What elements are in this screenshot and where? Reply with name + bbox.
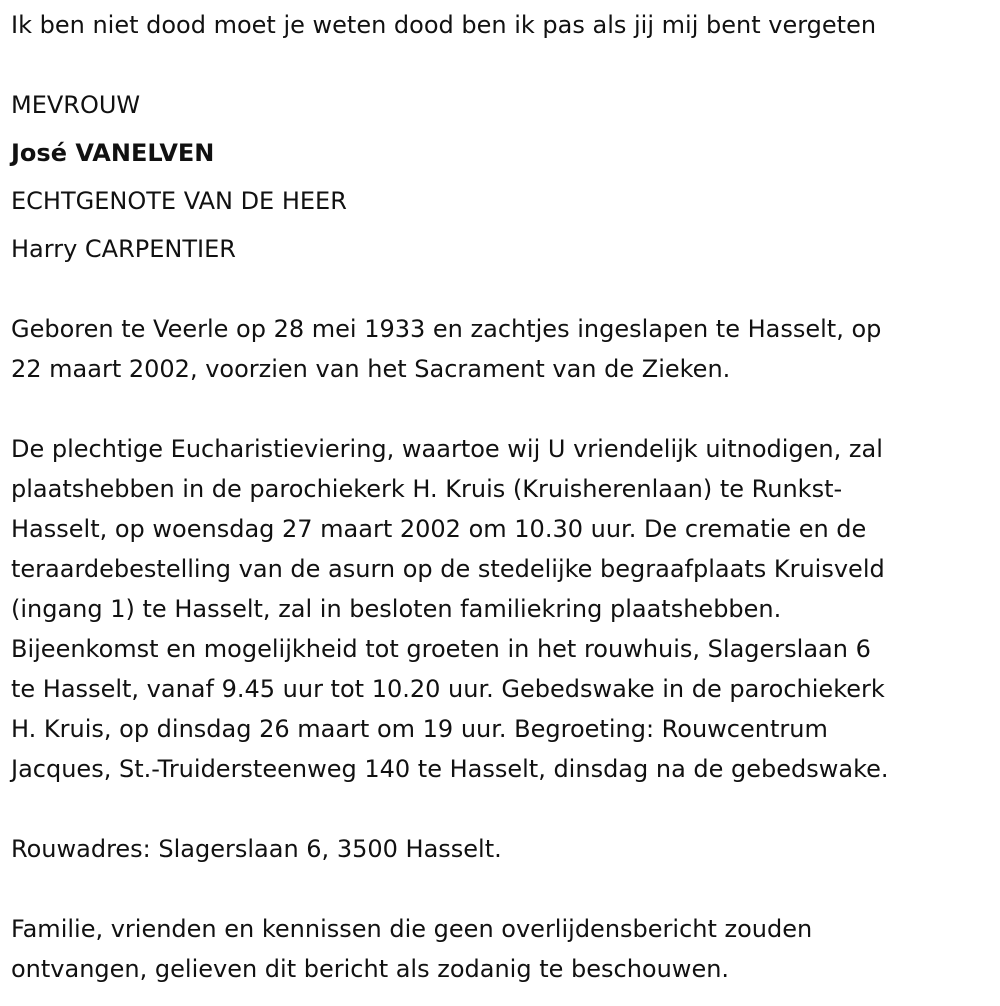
ceremony-paragraph	[11, 429, 889, 789]
ceremony-line: (ingang 1) te Hasselt, zal in besloten familiekring plaatshebben.	[11, 595, 782, 623]
motto: Ik ben niet dood moet je weten dood ben ik pas als jij mij bent vergeten	[11, 11, 877, 39]
ceremony-line: teraardebestelling van de asurn op de stedelijke begraafplaats Kruisveld	[11, 555, 885, 583]
deceased-title: MEVROUW	[11, 91, 141, 119]
birth-death-line: 22 maart 2002, voorzien van het Sacrament van de Zieken.	[11, 355, 731, 383]
deceased-relation: ECHTGENOTE VAN DE HEER	[11, 187, 347, 215]
ceremony-line: De plechtige Eucharistieviering, waartoe wij U vriendelijk uitnodigen, zal	[11, 435, 883, 463]
ceremony-line: Jacques, St.-Truidersteenweg 140 te Hasselt, dinsdag na de gebedswake.	[11, 755, 889, 783]
spouse-name: Harry CARPENTIER	[11, 235, 236, 263]
ceremony-line: plaatshebben in de parochiekerk H. Kruis (Kruisherenlaan) te Runkst-	[11, 475, 843, 503]
deceased-name: José VANELVEN	[11, 139, 215, 167]
birth-death-paragraph	[11, 309, 881, 389]
ceremony-line: Bijeenkomst en mogelijkheid tot groeten in het rouwhuis, Slagerslaan 6	[11, 635, 871, 663]
ceremony-line: Hasselt, op woensdag 27 maart 2002 om 10.30 uur. De crematie en de	[11, 515, 867, 543]
notice-line: ontvangen, gelieven dit bericht als zodanig te beschouwen.	[11, 955, 730, 983]
ceremony-line: te Hasselt, vanaf 9.45 uur tot 10.20 uur. Gebedswake in de parochiekerk	[11, 675, 885, 703]
birth-death-line: Geboren te Veerle op 28 mei 1933 en zachtjes ingeslapen te Hasselt, op	[11, 315, 882, 343]
notice-line: Familie, vrienden en kennissen die geen overlijdensbericht zouden	[11, 915, 813, 943]
mourning-address: Rouwadres: Slagerslaan 6, 3500 Hasselt.	[11, 835, 502, 863]
ceremony-line: H. Kruis, op dinsdag 26 maart om 19 uur. Begroeting: Rouwcentrum	[11, 715, 828, 743]
notice-paragraph	[11, 909, 812, 989]
